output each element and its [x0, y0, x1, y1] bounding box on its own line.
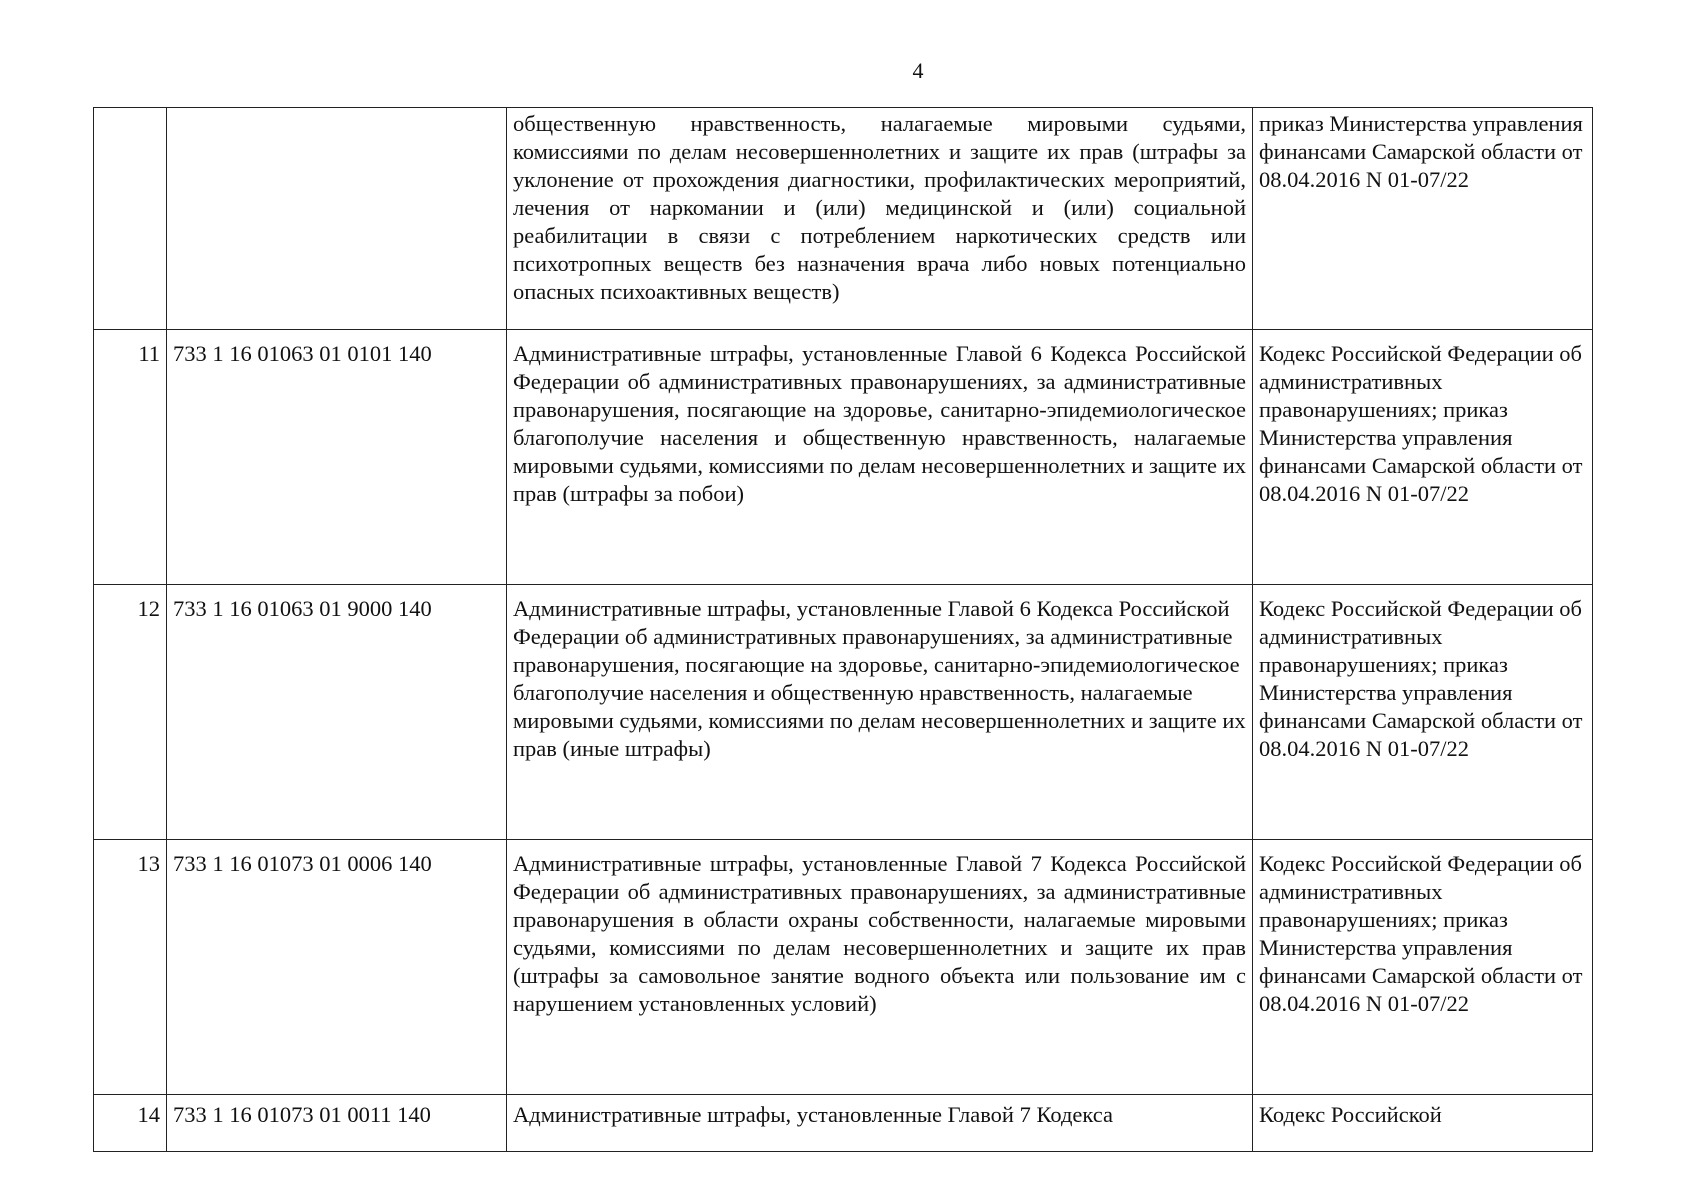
budget-code — [167, 108, 507, 330]
revenue-description: Административные штрафы, установленные Главой 6 Кодекса Российской Федерации об административных правонарушениях, за административные правонарушения, посягающие на здоровье, санитарно-эпидемиологическое благополучие населения и общественную нравственность, налагаемые мировыми судьями, комиссиями по делам несовершеннолетних и защите их прав (штрафы за побои) — [507, 330, 1253, 585]
row-number — [94, 108, 167, 330]
revenue-description: Административные штрафы, установленные Главой 7 Кодекса — [507, 1095, 1253, 1152]
revenue-description: Административные штрафы, установленные Главой 7 Кодекса Российской Федерации об административных правонарушениях, за административные правонарушения в области охраны собственности, налагаемые мировыми судьями, комиссиями по делам несовершеннолетних и защите их прав (штрафы за самовольное занятие водного объекта или пользование им с нарушением установленных условий) — [507, 840, 1253, 1095]
row-number: 14 — [94, 1095, 167, 1152]
row-number: 13 — [94, 840, 167, 1095]
revenue-description: общественную нравственность, налагаемые мировыми судьями, комиссиями по делам несовершеннолетних и защите их прав (штрафы за уклонение от прохождения диагностики, профилактических мероприятий, лечения от наркомании и (или) медицинской и (или) социальной реабилитации в связи с потреблением наркотических средств или психотропных веществ без назначения врача либо новых потенциально опасных психоактивных веществ) — [507, 108, 1253, 330]
legal-basis: Кодекс Российской Федерации об административных правонарушениях; приказ Министерства управления финансами Самарской области от 08.04.2016 N 01-07/22 — [1253, 840, 1593, 1095]
table-row — [94, 330, 1593, 585]
row-number: 12 — [94, 585, 167, 840]
legal-basis: приказ Министерства управления финансами Самарской области от 08.04.2016 N 01-07/22 — [1253, 108, 1593, 330]
budget-code: 733 1 16 01073 01 0011 140 — [167, 1095, 507, 1152]
table-row — [94, 1095, 1593, 1152]
legal-basis: Кодекс Российской — [1253, 1095, 1593, 1152]
row-number: 11 — [94, 330, 167, 585]
budget-code: 733 1 16 01063 01 9000 140 — [167, 585, 507, 840]
table-row — [94, 585, 1593, 840]
budget-code: 733 1 16 01063 01 0101 140 — [167, 330, 507, 585]
table-row — [94, 108, 1593, 330]
legal-basis: Кодекс Российской Федерации об административных правонарушениях; приказ Министерства управления финансами Самарской области от 08.04.2016 N 01-07/22 — [1253, 585, 1593, 840]
revenue-codes-table — [93, 107, 1593, 1152]
legal-basis: Кодекс Российской Федерации об административных правонарушениях; приказ Министерства управления финансами Самарской области от 08.04.2016 N 01-07/22 — [1253, 330, 1593, 585]
table-row — [94, 840, 1593, 1095]
revenue-description: Административные штрафы, установленные Главой 6 Кодекса Российской Федерации об административных правонарушениях, за административные правонарушения, посягающие на здоровье, санитарно-эпидемиологическое благополучие населения и общественную нравственность, налагаемые мировыми судьями, комиссиями по делам несовершеннолетних и защите их прав (иные штрафы) — [507, 585, 1253, 840]
page-number: 4 — [912, 58, 924, 83]
budget-code: 733 1 16 01073 01 0006 140 — [167, 840, 507, 1095]
